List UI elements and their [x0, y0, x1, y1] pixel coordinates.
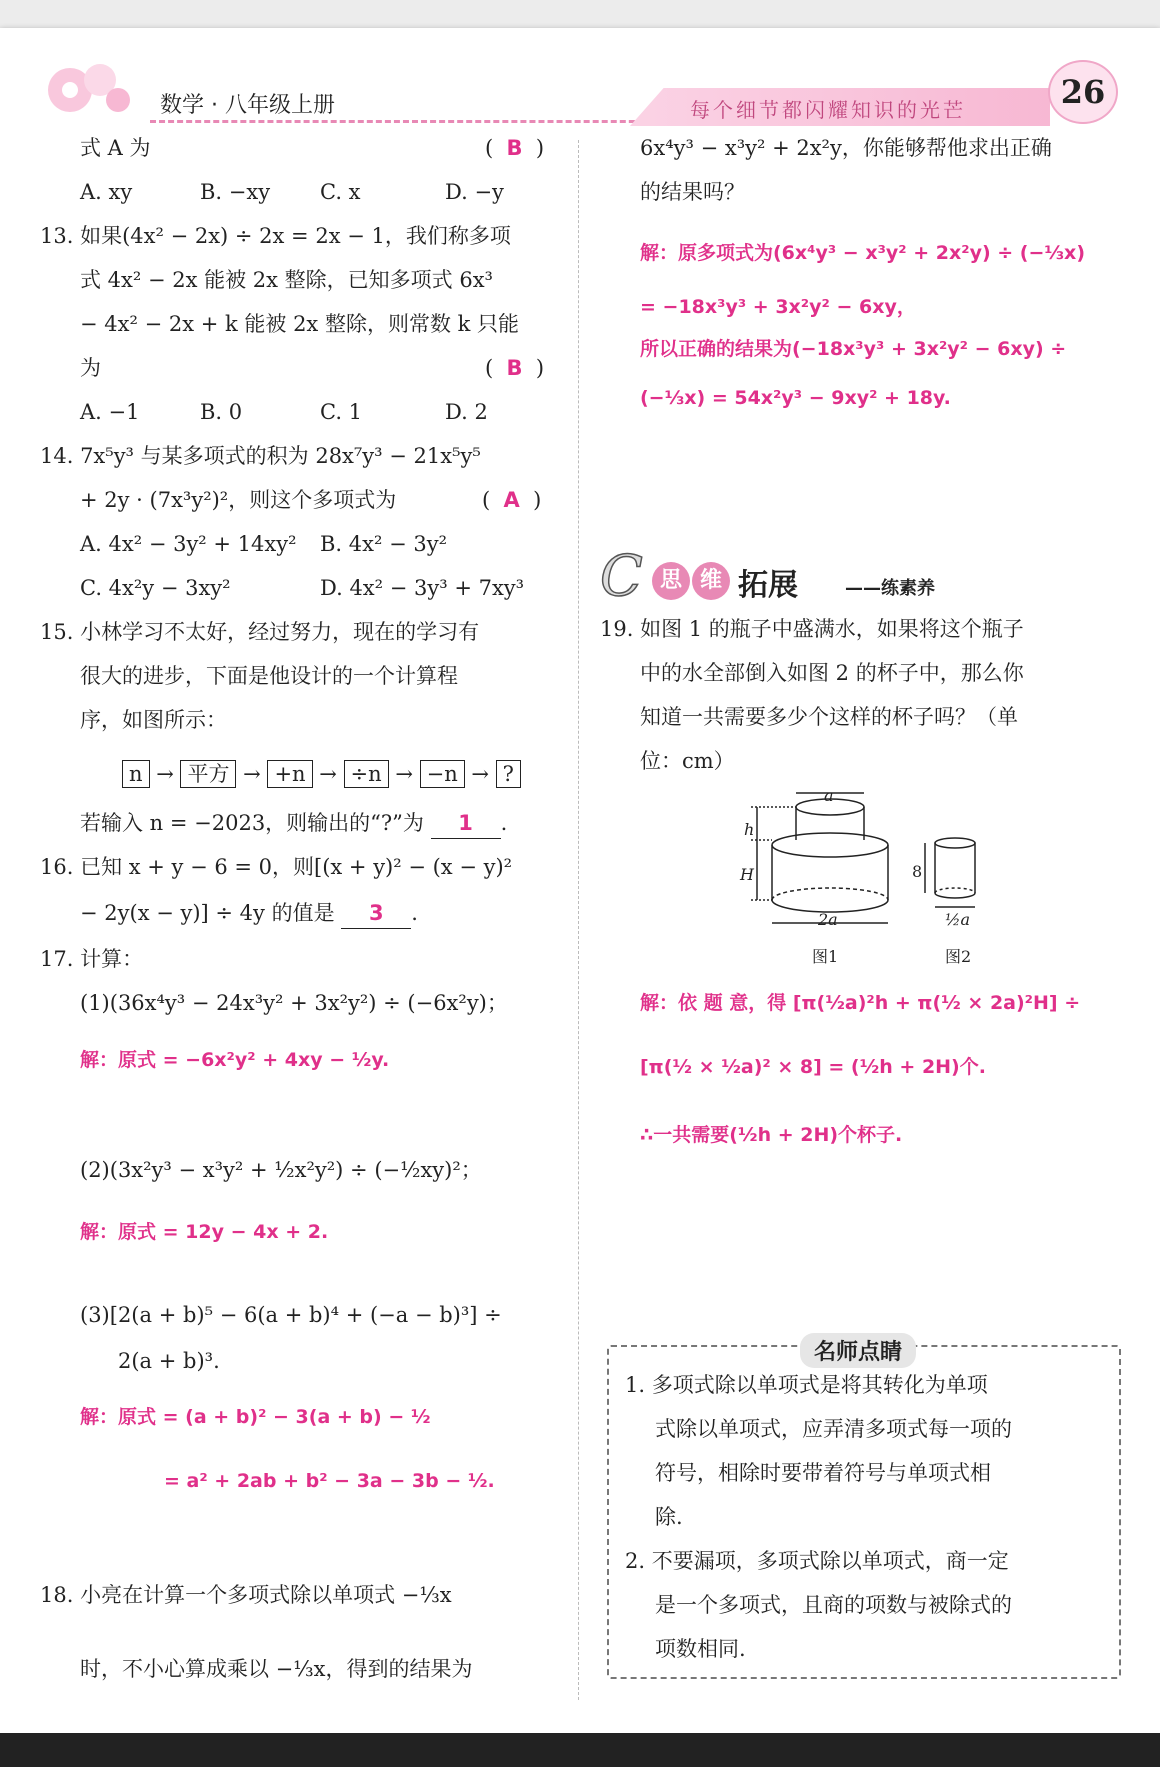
- column-divider: [578, 140, 579, 1700]
- q16-answer: 3: [341, 898, 411, 929]
- q12-option-b: B. −xy: [200, 180, 271, 204]
- q12-option-a: A. xy: [80, 180, 133, 204]
- flow-box-input: n: [122, 760, 150, 788]
- q14-option-d: D. 4x² − 3y³ + 7xy³: [320, 576, 525, 600]
- viewer-top-bar: [0, 0, 1160, 28]
- q19-solution-2: [π(½ × ½a)² × 8] = (½h + 2H)个.: [640, 1056, 986, 1078]
- q13-option-d: D. 2: [445, 400, 488, 424]
- q19-solution-1: 解：依 题 意，得 [π(½a)²h + π(½ × 2a)²H] ÷: [640, 992, 1081, 1014]
- q18-solution-3: 所以正确的结果为(−18x³y³ + 3x²y² − 6xy) ÷: [640, 338, 1067, 360]
- q16-line-2: − 2y(x − y)] ÷ 4y 的值是 3 .: [80, 898, 418, 929]
- section-heading: [600, 544, 980, 610]
- q15-answer: 1: [431, 808, 501, 839]
- q18-line-2: 时，不小心算成乘以 −⅓x，得到的结果为: [80, 1657, 473, 1681]
- flow-box-output: ?: [496, 760, 521, 788]
- q17-part-3-line-1: (3)[2(a + b)⁵ − 6(a + b)⁴ + (−a − b)³] ÷: [80, 1303, 502, 1327]
- q18-solution-4: (−⅓x) = 54x²y³ − 9xy² + 18y.: [640, 387, 951, 409]
- page-number: 26: [1048, 60, 1118, 124]
- q17-part-3-solution-2: = a² + 2ab + b² − 3a − 3b − ½.: [164, 1470, 495, 1492]
- label-h: h: [744, 820, 755, 839]
- q15-line-2: 很大的进步，下面是他设计的一个计算程: [80, 664, 458, 688]
- q17-part-3-solution-1: 解：原式 = (a + b)² − 3(a + b) − ½: [80, 1406, 431, 1428]
- flow-box-square: 平方: [180, 760, 236, 788]
- q12-answer: B: [506, 136, 523, 160]
- q19-line-1: 19. 如图 1 的瓶子中盛满水，如果将这个瓶子: [600, 617, 1024, 641]
- header-divider: [150, 120, 680, 123]
- label-H: H: [740, 865, 754, 884]
- q14-answer: A: [503, 488, 520, 512]
- q18-solution-2: = −18x³y³ + 3x²y² − 6xy，: [640, 296, 916, 318]
- q13-option-c: C. 1: [320, 400, 363, 424]
- flow-box-divide: ÷n: [344, 760, 389, 788]
- q14-option-a: A. 4x² − 3y² + 14xy²: [80, 532, 297, 556]
- q17-part-1: (1)(36x⁴y³ − 24x³y² + 3x²y²) ÷ (−6x²y)；: [80, 991, 508, 1015]
- label-half-a: ½a: [945, 910, 971, 929]
- q19-solution-3: ∴一共需要(½h + 2H)个杯子.: [640, 1124, 903, 1146]
- q15-flowchart: n → 平方 → +n → ÷n → −n → ?: [122, 759, 521, 789]
- section-subtitle: ——练素养: [845, 578, 935, 599]
- q13-answer-bracket: ( B ): [485, 356, 545, 380]
- label-a: a: [824, 786, 834, 805]
- label-8: 8: [912, 862, 923, 881]
- book-title: 数学 · 八年级上册: [160, 93, 335, 118]
- q17-part-2-solution: 解：原式 = 12y − 4x + 2.: [80, 1221, 329, 1243]
- q13-line-2: 式 4x² − 2x 能被 2x 整除，已知多项式 6x³: [80, 268, 493, 292]
- q18-line-3: 6x⁴y³ − x³y² + 2x²y，你能够帮他求出正确: [640, 136, 1052, 160]
- q16-line-1: 16. 已知 x + y − 6 = 0，则[(x + y)² − (x − y)²: [40, 855, 513, 879]
- q12-tail: 式 A 为: [80, 136, 151, 160]
- tip-2-line-1: 2. 不要漏项，多项式除以单项式，商一定: [625, 1549, 1009, 1573]
- q12-answer-bracket: ( B ): [485, 136, 545, 160]
- q19-line-4: 位：cm）: [640, 749, 735, 773]
- q14-option-c: C. 4x²y − 3xy²: [80, 576, 231, 600]
- q14-answer-bracket: ( A ): [482, 488, 542, 512]
- q18-line-1: 18. 小亮在计算一个多项式除以单项式 −⅓x: [40, 1583, 452, 1607]
- q14-line-1: 14. 7x⁵y³ 与某多项式的积为 28x⁷y³ − 21x⁵y⁵: [40, 444, 481, 468]
- tip-2-line-3: 项数相同.: [655, 1637, 746, 1661]
- q15-line-3: 序，如图所示：: [80, 708, 227, 732]
- q13-line-4: 为: [80, 356, 101, 380]
- q16-prompt: − 2y(x − y)] ÷ 4y 的值是: [80, 901, 335, 925]
- q13-line-3: − 4x² − 2x + k 能被 2x 整除，则常数 k 只能: [80, 312, 520, 336]
- tip-1-line-3: 符号，相除时要带着符号与单项式相: [655, 1461, 991, 1485]
- tip-1-line-1: 1. 多项式除以单项式是将其转化为单项: [625, 1373, 988, 1397]
- tip-1-line-4: 除.: [655, 1505, 683, 1529]
- viewer-bottom-bar: [0, 1733, 1160, 1767]
- bottle-and-cup-figure: [735, 785, 990, 965]
- q13-option-b: B. 0: [200, 400, 243, 424]
- q15-line-4: 若输入 n = −2023，则输出的“?”为 1 .: [80, 808, 507, 839]
- flow-box-subtract: −n: [420, 760, 465, 788]
- q19-line-2: 中的水全部倒入如图 2 的杯子中，那么你: [640, 661, 1024, 685]
- header-motto: 每个细节都闪耀知识的光芒: [690, 98, 966, 122]
- q14-option-b: B. 4x² − 3y²: [320, 532, 447, 556]
- tip-2-line-2: 是一个多项式，且商的项数与被除式的: [655, 1593, 1012, 1617]
- figure-2-caption: 图2: [945, 947, 972, 966]
- section-title-main: 拓展: [738, 568, 798, 603]
- q12-option-c: C. x: [320, 180, 361, 204]
- q17-part-1-solution: 解：原式 = −6x²y² + 4xy − ½y.: [80, 1049, 390, 1071]
- tips-title: 名师点睛: [800, 1333, 916, 1368]
- section-title-char-2: 维: [692, 562, 730, 600]
- q17-part-3-line-2: 2(a + b)³.: [118, 1349, 220, 1373]
- q18-line-4: 的结果吗？: [640, 180, 745, 204]
- q12-option-d: D. −y: [445, 180, 504, 204]
- tip-1-line-2: 式除以单项式，应弄清多项式每一项的: [655, 1417, 1012, 1441]
- label-2a: 2a: [818, 910, 838, 929]
- q17-part-2: (2)(3x²y³ − x³y² + ½x²y²) ÷ (−½xy)²；: [80, 1158, 482, 1182]
- flower-ornament-icon: [40, 55, 150, 125]
- section-title-char-1: 思: [652, 562, 690, 600]
- flow-box-add: +n: [267, 760, 312, 788]
- q13-option-a: A. −1: [80, 400, 140, 424]
- section-letter: C: [600, 544, 643, 609]
- q18-solution-1: 解：原多项式为(6x⁴y³ − x³y² + 2x²y) ÷ (−⅓x): [640, 242, 1085, 264]
- q13-answer: B: [506, 356, 523, 380]
- q14-line-2: + 2y · (7x³y²)²，则这个多项式为: [80, 488, 397, 512]
- q13-line-1: 13. 如果(4x² − 2x) ÷ 2x = 2x − 1，我们称多项: [40, 224, 511, 248]
- figure-1-caption: 图1: [812, 947, 839, 966]
- q15-line-1: 15. 小林学习不太好，经过努力，现在的学习有: [40, 620, 480, 644]
- q19-line-3: 知道一共需要多少个这样的杯子吗？（单: [640, 705, 1018, 729]
- q17-title: 17. 计算：: [40, 947, 144, 971]
- q15-prompt: 若输入 n = −2023，则输出的“?”为: [80, 811, 424, 835]
